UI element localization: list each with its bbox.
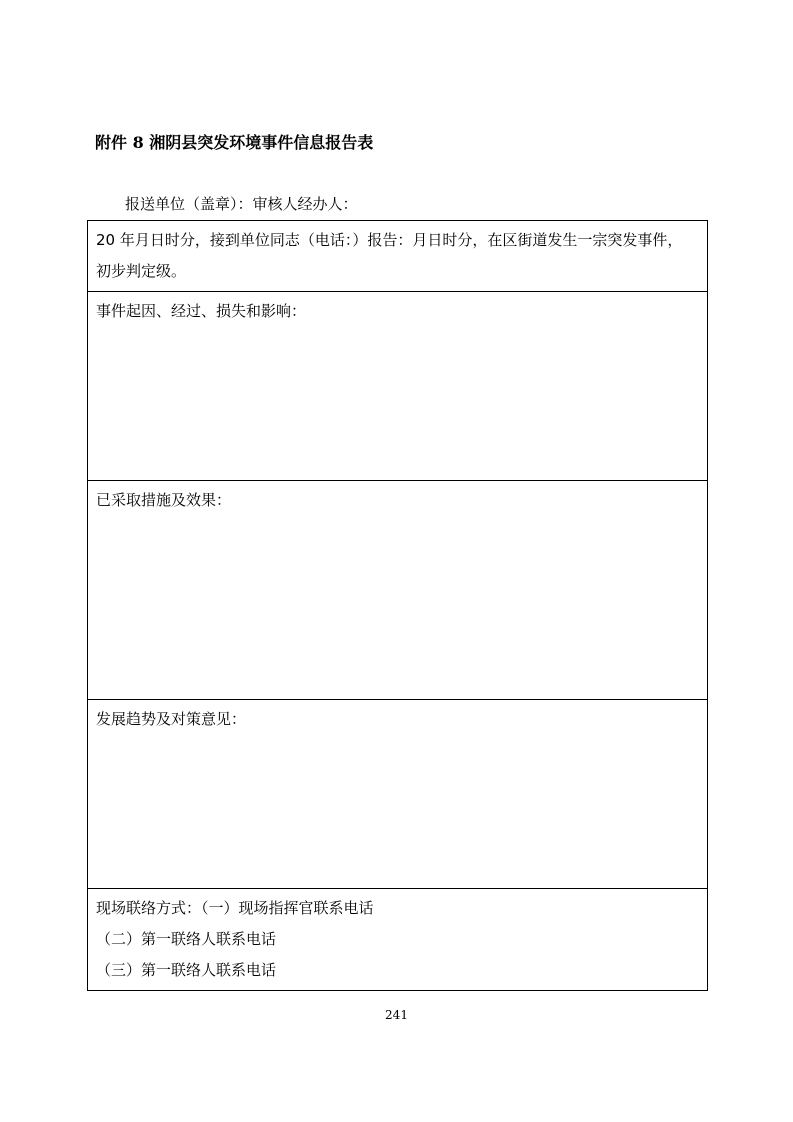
table-row-cause	[88, 292, 708, 481]
incident-cell	[88, 221, 708, 292]
table-row-trend	[88, 700, 708, 889]
trend-label: 发展趋势及对策意见：	[96, 710, 247, 728]
contact-cell	[88, 889, 708, 991]
document-title: 附件 8 湘阴县突发环境事件信息报告表	[95, 133, 374, 152]
incident-line-2: 初步判定级。	[96, 262, 187, 280]
page-number: 241	[385, 1008, 408, 1022]
cause-cell	[88, 292, 708, 481]
contact-line-1: 现场联络方式：（一）现场指挥官联系电话	[96, 899, 374, 917]
table-row-incident	[88, 221, 708, 292]
contact-line-2: （二）第一联络人联系电话	[96, 930, 277, 948]
incident-line-1: 20 年月日时分，接到单位同志（电话：）报告：月日时分，在区街道发生一宗突发事件，	[96, 231, 683, 249]
measures-label: 已采取措施及效果：	[96, 491, 232, 509]
reporter-line: 报送单位（盖章）：审核人经办人：	[125, 195, 358, 213]
contact-line-3: （三）第一联络人联系电话	[96, 961, 277, 979]
table-row-measures	[88, 481, 708, 700]
trend-cell	[88, 700, 708, 889]
measures-cell	[88, 481, 708, 700]
report-table	[87, 220, 708, 991]
cause-label: 事件起因、经过、损失和影响：	[96, 302, 307, 320]
table-row-contact	[88, 889, 708, 991]
